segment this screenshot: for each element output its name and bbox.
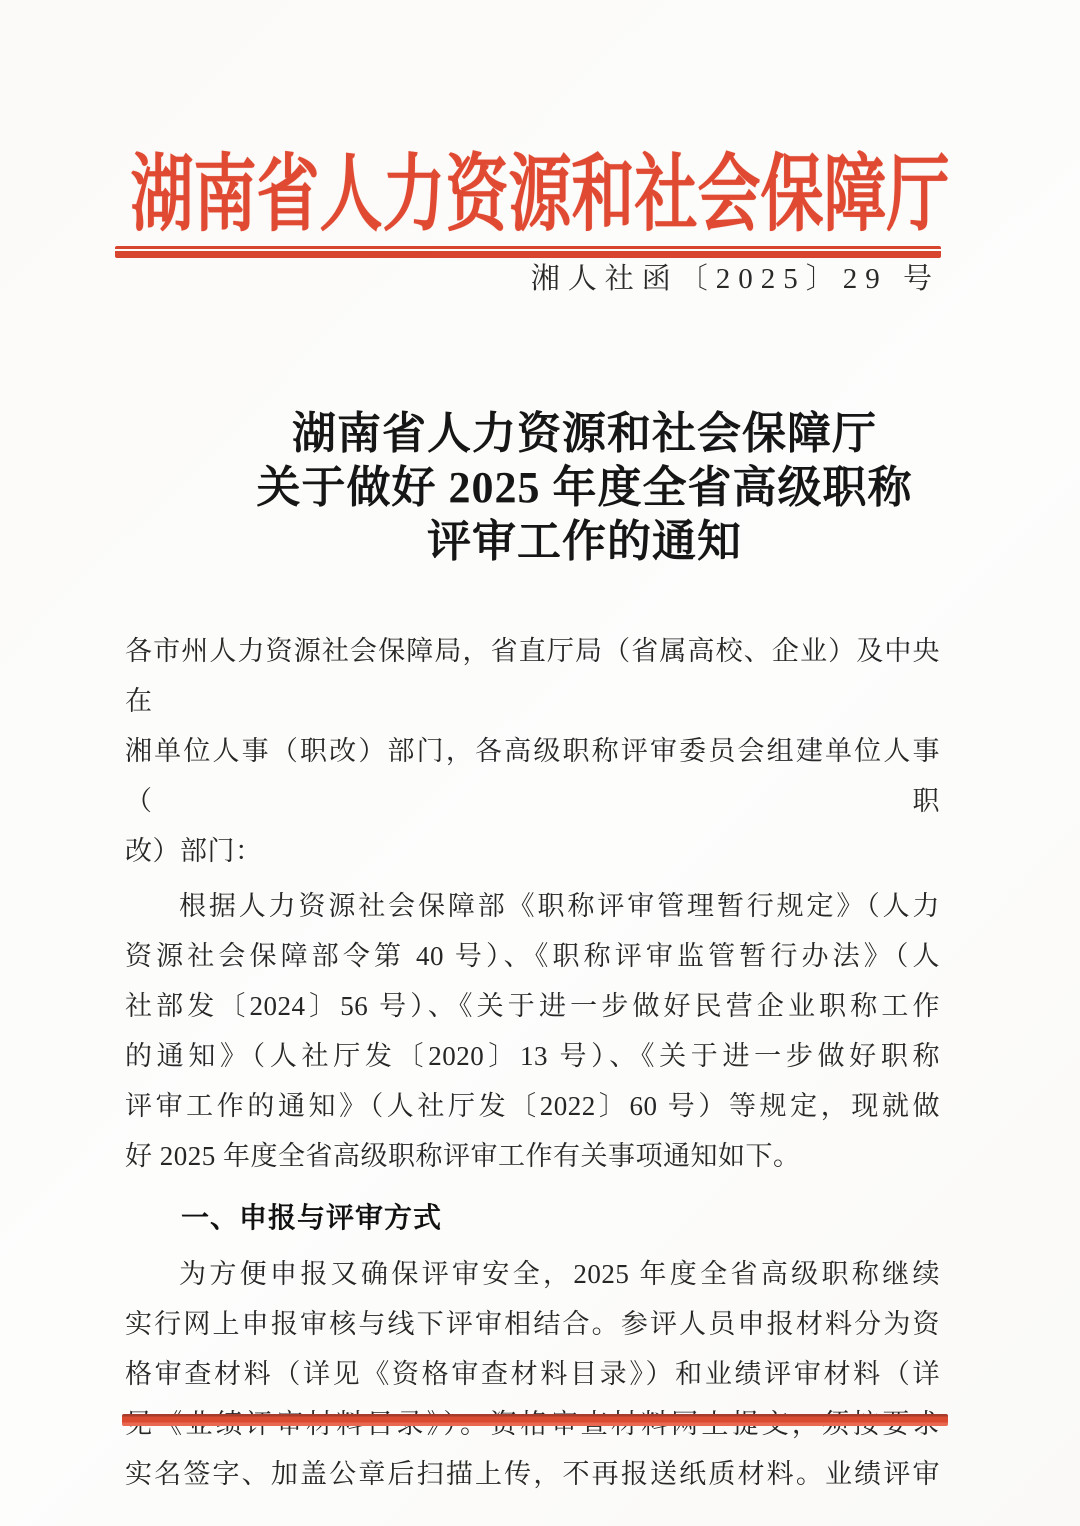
letterhead-agency-name: 湖南省人力资源和社会保障厅 [130,149,950,242]
text-line: 社部发〔2024〕56 号）、《关于进一步做好民营企业职称工作 [125,991,940,1021]
document-number: 湘人社函〔2025〕29 号 [530,263,940,295]
text-line: 格审查材料（详见《资格审查材料目录》）和业绩评审材料（详 [125,1359,940,1389]
text-line: 为方便申报又确保评审安全，2025 年度全省高级职称继续 [179,1259,940,1289]
text-line: 湘单位人事（职改）部门，各高级职称评审委员会组建单位人事（职 [125,736,940,816]
document-title [125,407,992,569]
text-line: 根据人力资源社会保障部《职称评审管理暂行规定》（人力 [179,891,940,921]
section-1-paragraph [125,1249,940,1499]
text-line: 各市州人力资源社会保障局，省直厅局（省属高校、企业）及中央在 [125,636,940,716]
text-line: 评审工作的通知》（人社厅发〔2022〕60 号）等规定，现就做 [125,1091,940,1121]
text-line: 实行网上申报审核与线下评审相结合。参评人员申报材料分为资 [125,1309,940,1339]
document-title-line-1: 湖南省人力资源和社会保障厅 [292,409,877,458]
text-line: 好 2025 年度全省高级职称评审工作有关事项通知如下。 [125,1141,801,1171]
text-line: 的通知》（人社厅发〔2020〕13 号）、《关于进一步做好职称 [125,1041,940,1071]
document-body [125,626,940,1499]
text-line: 资源社会保障部令第 40 号）、《职称评审监管暂行办法》（人 [125,941,940,971]
letterhead-red-rule [115,246,941,258]
document-title-line-3: 评审工作的通知 [427,517,742,566]
letterhead [0,151,1080,241]
document-title-line-2: 关于做好 2025 年度全省高级职称 [256,463,913,512]
legal-basis-paragraph [125,881,940,1181]
text-line: 实名签字、加盖公章后扫描上传，不再报送纸质材料。业绩评审 [125,1459,940,1489]
addressee-paragraph [125,626,940,876]
footer-red-rule [122,1414,948,1426]
section-1-heading: 一、申报与评审方式 [181,1202,443,1233]
text-line: 改）部门： [125,836,263,866]
